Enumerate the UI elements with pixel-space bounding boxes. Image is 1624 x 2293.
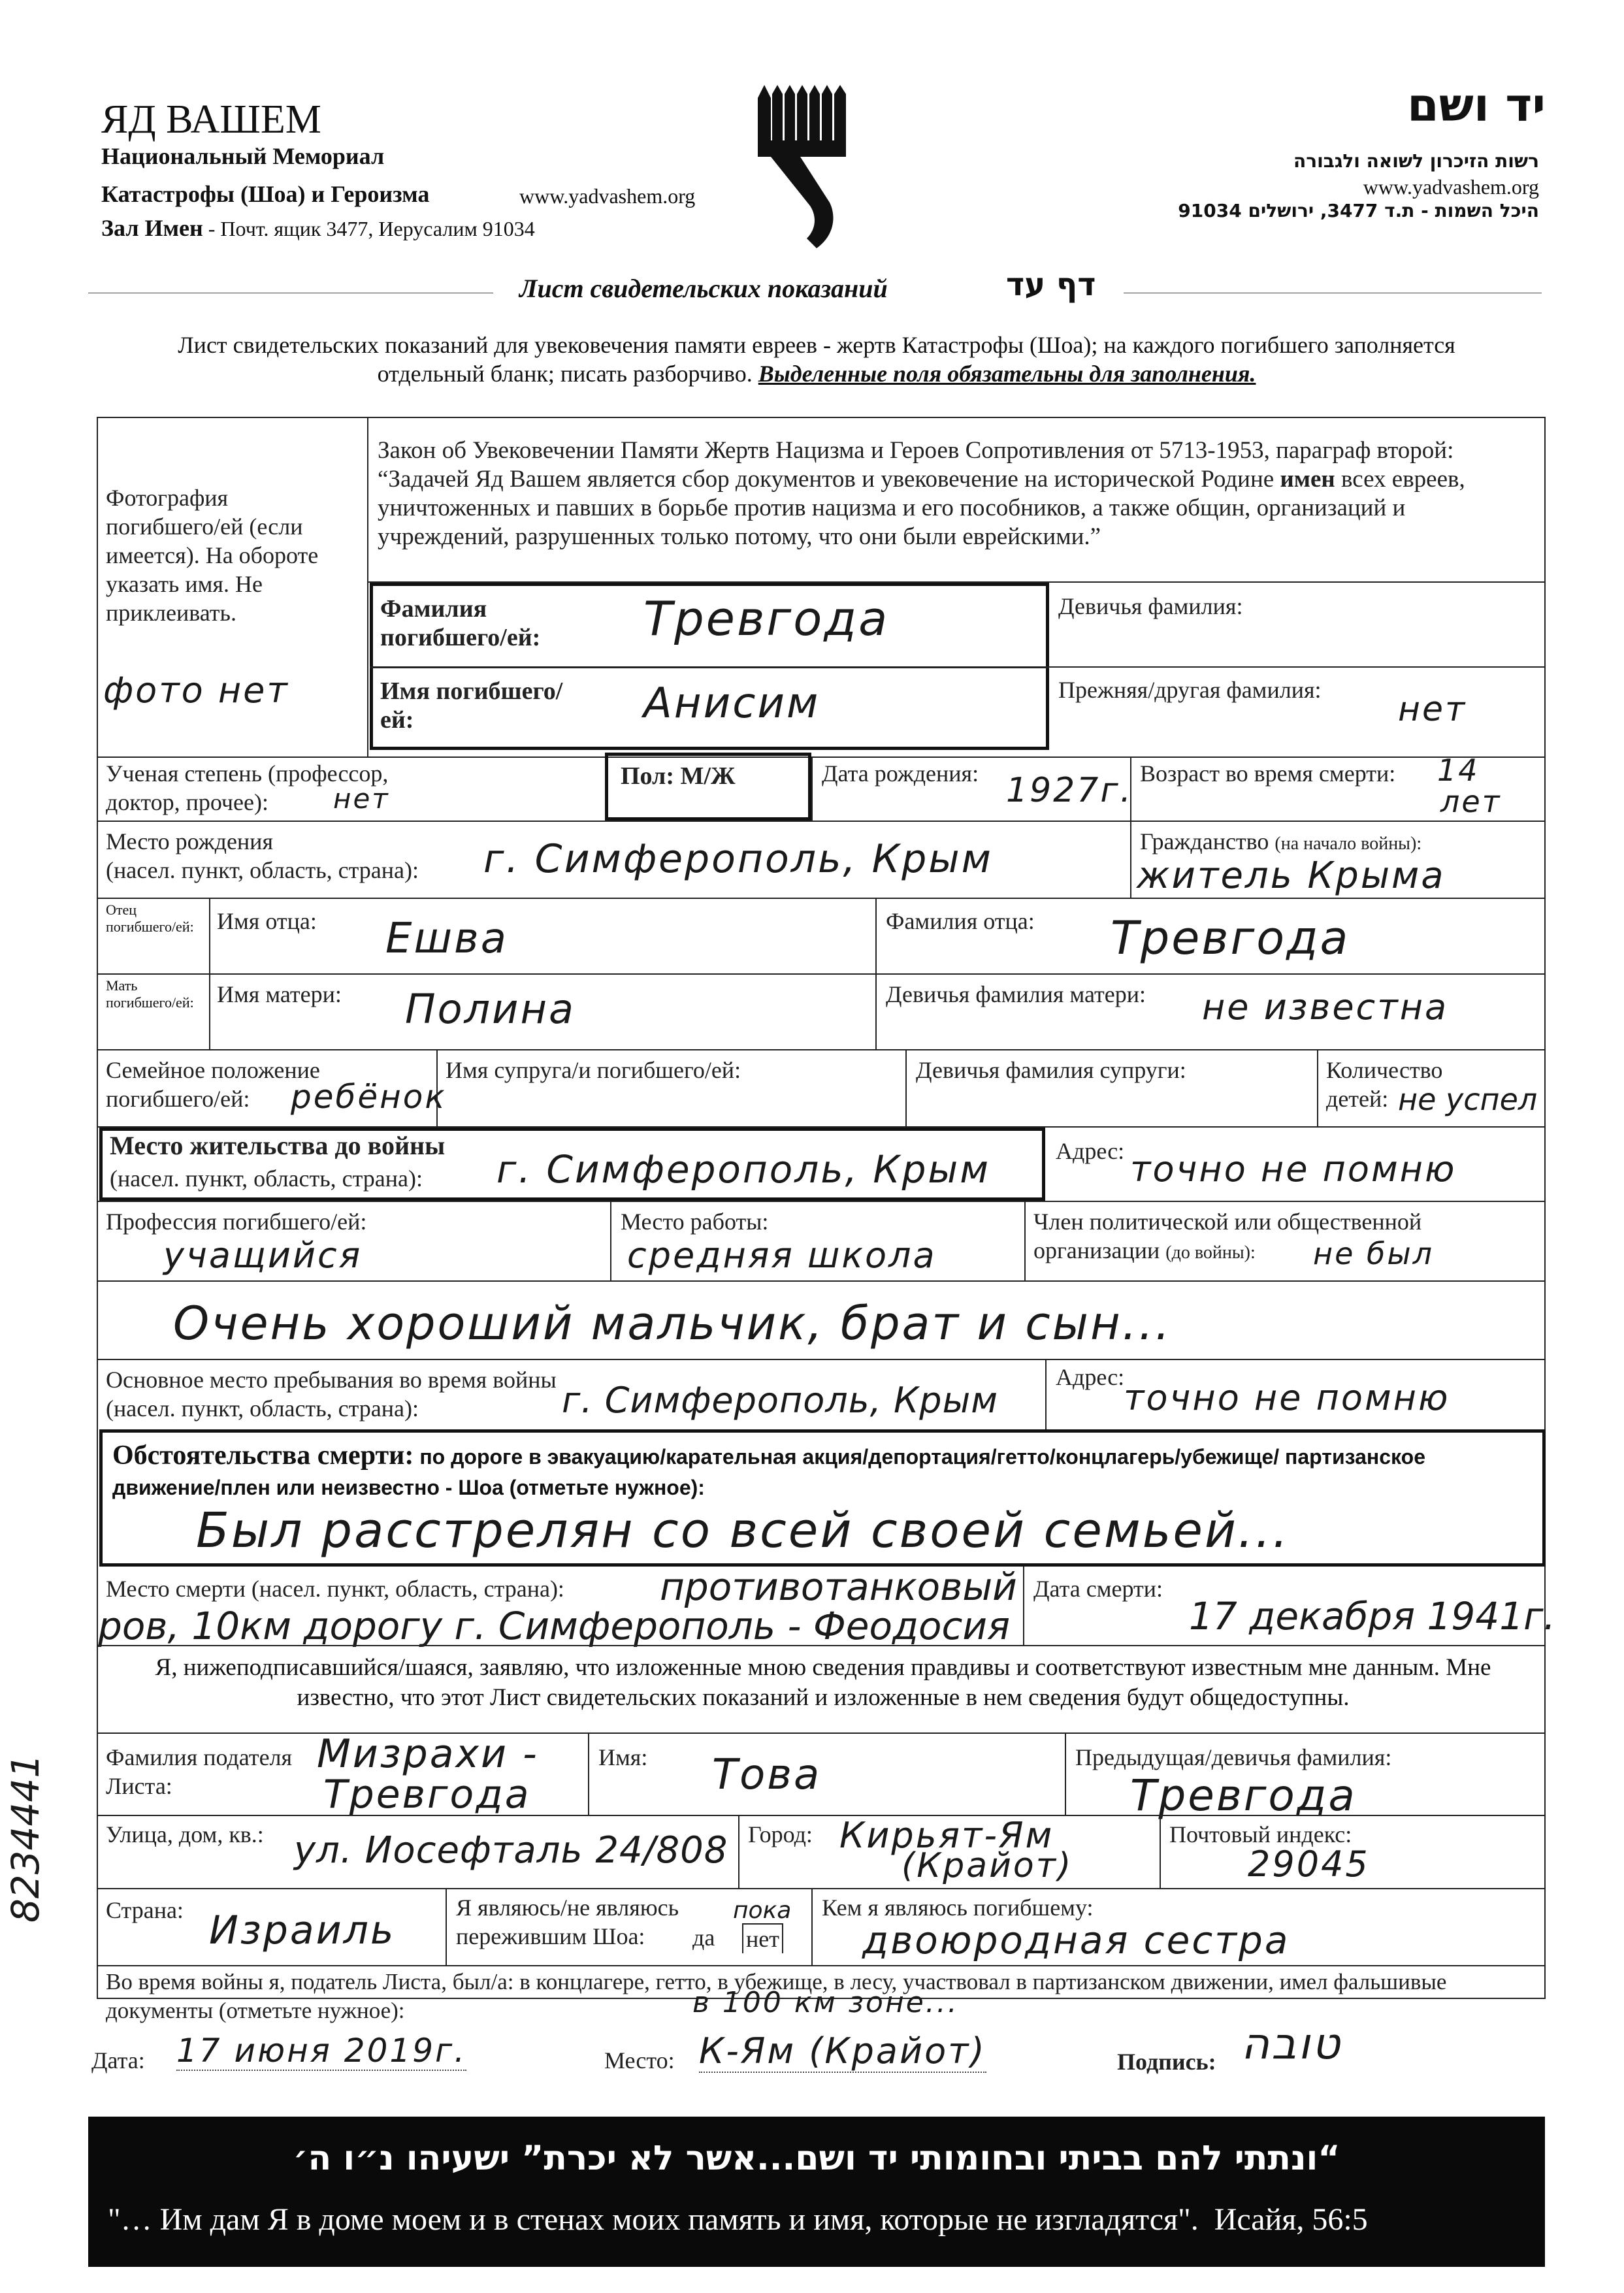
submitter-name: Това xyxy=(712,1751,822,1799)
citizenship-value: житель Крыма xyxy=(1137,854,1446,897)
row-line xyxy=(97,1359,1546,1360)
org-name: ЯД ВАШЕМ xyxy=(101,97,321,142)
wartime-address-label: Адрес: xyxy=(1056,1364,1125,1390)
death-date-label: Дата смерти: xyxy=(1033,1576,1163,1602)
row-line xyxy=(97,1645,1546,1646)
wartime-address: точно не помню xyxy=(1124,1377,1450,1418)
death-circumstances-value: Был расстрелян со всей своей семьей... xyxy=(196,1503,1290,1559)
intro-text-plain: Лист свидетельских показаний для увековечения памяти евреев - жертв Катастрофы (Шоа); на каждого погибшего заполняется отдельный бланк; писать разборчиво. xyxy=(178,332,1455,387)
law-text-names: имен xyxy=(1280,466,1335,493)
death-place-label: Место смерти (насел. пункт, область, страна): xyxy=(106,1576,564,1602)
sign-date-label: Дата: xyxy=(91,2047,145,2073)
citizenship-label-note: (на начало войны): xyxy=(1275,834,1422,854)
col-line xyxy=(1024,1201,1026,1280)
father-name-label: Имя отца: xyxy=(217,908,317,934)
maiden-label: Девичья фамилия: xyxy=(1058,593,1243,619)
row-line xyxy=(97,1815,1546,1816)
hall-label: Зал Имен xyxy=(101,215,203,241)
mother-maiden-label: Девичья фамилия матери: xyxy=(886,981,1146,1007)
survivor-note: пока xyxy=(733,1897,792,1924)
death-circumstances-label xyxy=(112,1440,1523,1503)
sex-label: Пол: М/Ж xyxy=(621,762,736,790)
mother-name: Полина xyxy=(405,985,576,1033)
zip-label: Почтовый индекс: xyxy=(1169,1821,1352,1847)
row-line xyxy=(97,898,1546,899)
row-line xyxy=(97,1280,1546,1282)
footer-reference: Исайя, 56:5 xyxy=(1214,2202,1368,2237)
row-line xyxy=(1049,666,1546,668)
relation-label: Кем я являюсь погибшему: xyxy=(822,1895,1094,1921)
profession-label: Профессия погибшего/ей: xyxy=(106,1209,367,1235)
death-circumstances-options: по дороге в эвакуацию/карательная акция/депортация/гетто/концлагерь/убежище/ партизанское движение/плен или неизвестно - Шоа (отметьте нужное): xyxy=(112,1445,1425,1499)
workplace-label: Место работы: xyxy=(621,1209,769,1235)
row-line xyxy=(97,1049,1546,1050)
mother-name-label: Имя матери: xyxy=(217,981,342,1007)
residence-value: г. Симферополь, Крым xyxy=(496,1147,990,1192)
victim-surname: Тревгода xyxy=(643,591,890,646)
col-line xyxy=(1065,1732,1066,1815)
survivor-yes: да xyxy=(692,1925,715,1951)
street-value: ул. Иосефталь 24/808 xyxy=(294,1829,728,1872)
mother-maiden: не известна xyxy=(1202,986,1449,1028)
col-line xyxy=(1317,1049,1318,1126)
family-status: ребёнок xyxy=(291,1078,447,1116)
dob-value: 1927г. xyxy=(1006,771,1133,810)
birthplace-label2: (насел. пункт, область, страна): xyxy=(106,857,419,883)
signature-label: Подпись: xyxy=(1117,2049,1216,2075)
hall-address xyxy=(101,214,535,242)
col-line xyxy=(1130,821,1131,898)
intro-text xyxy=(131,331,1502,388)
prev-surname-label: Прежняя/другая фамилия: xyxy=(1058,677,1322,703)
father-side-label: Отец погибшего/ей: xyxy=(106,902,194,935)
birthplace-value: г. Симферополь, Крым xyxy=(483,836,993,882)
col-line xyxy=(1160,1815,1161,1888)
street-label: Улица, дом, кв.: xyxy=(106,1821,264,1847)
heb-address: היכל השמות - ת.ד 3477, ירושלים 91034 xyxy=(1178,200,1539,221)
country-value: Израиль xyxy=(209,1908,396,1953)
footer-heb-quote: “ונתתי להם בביתי ובחומותי יד ושם...אשר לא יכרת” ישעיהו נ״ו ה׳ xyxy=(293,2139,1340,2178)
submitter-surname-label: Фамилия подателя Листа: xyxy=(106,1744,293,1799)
col-line xyxy=(738,1815,739,1888)
country-label: Страна: xyxy=(106,1897,184,1923)
submitter-name-label: Имя: xyxy=(598,1744,648,1770)
submitter-surname-1: Мизрахи - xyxy=(317,1731,539,1777)
col-line xyxy=(610,1201,611,1280)
wartime-label: Основное место пребывания во время войны (насел. пункт, область, страна): xyxy=(106,1367,557,1422)
membership-value: не был xyxy=(1313,1236,1435,1271)
birthplace-label: Место рождения xyxy=(106,828,274,854)
submitter-surname-2: Тревгода xyxy=(323,1772,531,1817)
col-line xyxy=(1130,756,1131,821)
death-circumstances-title: Обстоятельства смерти: xyxy=(112,1440,414,1471)
law-text-part2: всех евреев, уничтоженных и павших в борьбе против нацизма и его пособников, а также общин, организаций и учреждений, разрушенных только потому, что они были еврейскими.” xyxy=(378,466,1465,550)
photo-label: Фотография погибшего/ей (если имеется). На обороте указать имя. Не приклеивать. xyxy=(106,485,319,626)
law-text xyxy=(378,436,1527,551)
survivor-label: Я являюсь/не являюсь пережившим Шоа: xyxy=(456,1895,679,1949)
row-line xyxy=(97,1201,1546,1202)
law-text-part1: Закон об Увековечении Памяти Жертв Нацизма и Героев Сопротивления от 5713-1953, параграф второй: “Задачей Яд Вашем является сбор документов и увековечение на исторической Родине xyxy=(378,437,1454,493)
col-line xyxy=(1023,1567,1024,1645)
org-line3: Катастрофы (Шоа) и Героизма xyxy=(101,181,430,207)
victim-name: Анисим xyxy=(643,679,820,728)
row-line xyxy=(97,1732,1546,1734)
row-line xyxy=(97,1965,1546,1966)
submitter-wartime-value: в 100 км зоне... xyxy=(692,1986,959,2019)
name-label: Имя погибшего/ей: xyxy=(380,677,563,734)
wartime-value: г. Симферополь, Крым xyxy=(562,1380,998,1421)
sign-place-label: Место: xyxy=(604,2047,675,2073)
declaration: Я, нижеподписавшийся/шаяся, заявляю, что изложенные мною сведения правдивы и соответствуют известным мне данным. Мне известно, что этот Лист свидетельских показаний и изложенные в нем сведения будут общедоступны. xyxy=(155,1654,1491,1711)
degree-label: Ученая степень (профессор, доктор, прочее): xyxy=(106,760,389,815)
death-place-2: ров, 10км дорогу г. Симферополь - Феодосия xyxy=(98,1604,1010,1648)
city-label: Город: xyxy=(748,1821,813,1847)
form-title: Лист свидетельских показаний xyxy=(519,274,888,303)
father-surname: Тревгода xyxy=(1111,911,1350,965)
membership-label-note: (до войны): xyxy=(1165,1243,1256,1263)
footer-quote-text: "… Им дам Я в доме моем и в стенах моих память и имя, которые не изгладятся". xyxy=(108,2202,1199,2237)
row-line xyxy=(97,1888,1546,1889)
workplace-value: средняя школа xyxy=(627,1235,937,1276)
father-name: Ешва xyxy=(385,915,508,963)
dob-label: Дата рождения: xyxy=(822,760,979,787)
hall-address-text: - Почт. ящик 3477, Иерусалим 91034 xyxy=(203,217,535,240)
membership-label xyxy=(1033,1207,1530,1267)
org-website: www.yadvashem.org xyxy=(519,184,696,208)
citizenship-label xyxy=(1140,827,1421,858)
row-line xyxy=(97,973,1546,975)
col-line xyxy=(905,1049,907,1126)
residence-label: Место жительства до войны xyxy=(110,1131,446,1160)
heb-website: www.yadvashem.org xyxy=(1363,175,1539,199)
relation-value: двоюродная сестра xyxy=(862,1918,1290,1962)
age-label: Возраст во время смерти: xyxy=(1140,760,1396,787)
age-value: 14 xyxy=(1437,753,1480,788)
death-date: 17 декабря 1941г. xyxy=(1189,1594,1556,1638)
heb-subtitle: רשות הזיכרון לשואה ולגבורה xyxy=(1293,150,1539,172)
remark: Очень хороший мальчик, брат и сын... xyxy=(173,1297,1172,1350)
submitter-prev: Тревгода xyxy=(1130,1770,1357,1821)
signature: טובה xyxy=(1241,2019,1342,2069)
col-line xyxy=(811,756,813,821)
row-line xyxy=(370,666,1049,668)
photo-value: фото нет xyxy=(103,670,289,711)
city-value-1: Кирьят-Ям xyxy=(839,1815,1054,1856)
surname-label: Фамилия погибшего/ей: xyxy=(380,595,541,651)
spouse-maiden-label: Девичья фамилия супруги: xyxy=(916,1057,1186,1083)
row-line xyxy=(97,756,1546,758)
col-line xyxy=(811,1888,813,1965)
heb-title: יד ושם xyxy=(1407,78,1546,132)
col-line xyxy=(588,1732,589,1815)
yad-vashem-logo xyxy=(751,85,849,255)
children-value: не успел xyxy=(1398,1082,1538,1117)
intro-required-note: Выделенные поля обязательны для заполнения. xyxy=(758,361,1256,387)
col-line xyxy=(436,1049,438,1126)
degree-value: нет xyxy=(333,783,390,815)
submitter-wartime-label: Во время войны я, податель Листа, был/а: в концлагере, гетто, в убежище, в лесу, участвовал в партизанском движении, имел фальшивые документы (отметьте нужное): xyxy=(106,1969,1447,2023)
survivor-no: нет xyxy=(742,1923,783,1953)
membership-label-main: Член политической или общественной организации xyxy=(1033,1209,1422,1263)
spouse-label: Имя супруга/и погибшего/ей: xyxy=(446,1057,741,1083)
citizenship-label-main: Гражданство xyxy=(1140,828,1269,854)
residence-label2: (насел. пункт, область, страна): xyxy=(110,1165,423,1192)
mother-side-label: Мать погибшего/ей: xyxy=(106,977,194,1011)
submitter-prev-label: Предыдущая/девичья фамилия: xyxy=(1075,1744,1392,1770)
death-place-1: противотанковый xyxy=(660,1565,1017,1609)
age-unit: лет xyxy=(1440,784,1502,819)
residence-address: точно не помню xyxy=(1130,1148,1457,1190)
sign-place: К-Ям (Крайот) xyxy=(699,2030,986,2072)
form-title-heb: דף עד xyxy=(1006,267,1096,303)
org-line2: Национальный Мемориал xyxy=(101,143,385,169)
sign-date: 17 июня 2019г. xyxy=(176,2032,467,2070)
prev-surname: нет xyxy=(1398,690,1467,729)
margin-number: 8234441 xyxy=(3,1753,48,1923)
family-status-label: Семейное положение погибшего/ей: xyxy=(106,1057,320,1112)
col-line xyxy=(1045,1359,1047,1429)
zip-value: 29045 xyxy=(1248,1844,1370,1885)
profession-value: учащийся xyxy=(163,1235,363,1276)
row-line xyxy=(97,821,1546,822)
city-value-2: (Крайот) xyxy=(901,1846,1073,1885)
footer-quote xyxy=(108,2202,1532,2237)
residence-address-label: Адрес: xyxy=(1056,1138,1125,1164)
footer-banner xyxy=(88,2117,1545,2267)
photo-divider xyxy=(367,417,368,756)
father-surname-label: Фамилия отца: xyxy=(886,908,1035,934)
col-line xyxy=(446,1888,447,1965)
children-label: Количество детей: xyxy=(1326,1057,1443,1112)
